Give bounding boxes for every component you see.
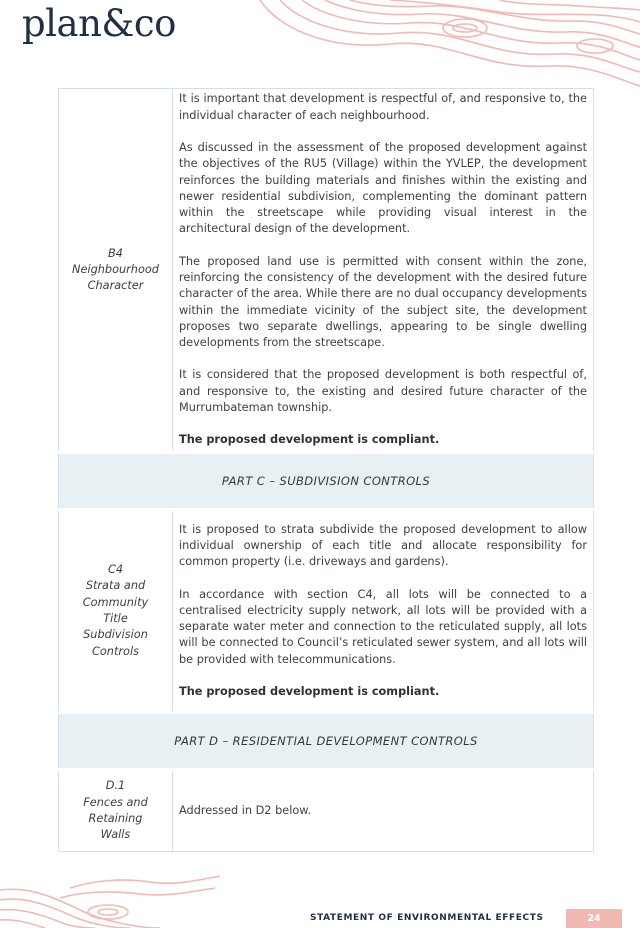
control-cell-b4 bbox=[59, 89, 173, 453]
control-title-line: Controls bbox=[92, 644, 139, 658]
table-row-c4 bbox=[59, 510, 594, 713]
control-title-line: Fences and bbox=[83, 795, 148, 809]
control-title-line: Retaining bbox=[88, 812, 143, 825]
table-row-d1 bbox=[59, 770, 594, 852]
company-logo: plan&co bbox=[22, 2, 176, 45]
assessment-paragraph: As discussed in the assessment of the proposed development against the objectives of the RU5 (Village) within the YVLEP, the development reinforces the building materials and finishes within the existing and newer residential subdivision, complementing the dominant pattern within the streetscape while providing visual interest in the architectural design of the development. bbox=[179, 140, 587, 236]
page-number: 24 bbox=[566, 909, 622, 928]
assessment-paragraph: It is important that development is respectful of, and responsive to, the individual character of each neighbourhood. bbox=[179, 92, 587, 122]
controls-compliance-table bbox=[58, 88, 594, 852]
assessment-paragraph: In accordance with section C4, all lots will be connected to a centralised electricity supply network, all lots will be provided with a separate water meter and connection to the reticulated supply, all lots will be connected to Council’s reticulated sewer system, and all lots will be provided with telecommunications. bbox=[179, 587, 587, 666]
compliance-statement: The proposed development is compliant. bbox=[179, 685, 440, 699]
topographic-decoration bbox=[250, 0, 640, 88]
assessment-paragraph: The proposed land use is permitted with consent within the zone, reinforcing the consistency of the development with the desired future character of the area. While there are no dual occupancy developments within the immediate vicinity of the subject site, the development proposes two separate dwellings, appearing to be single dwelling developments from the streetscape. bbox=[179, 254, 587, 350]
control-cell-c4 bbox=[59, 510, 173, 713]
assessment-cell-d1 bbox=[173, 770, 594, 852]
part-heading: PART D – RESIDENTIAL DEVELOPMENT CONTROLS bbox=[59, 713, 594, 770]
assessment-paragraph: It is considered that the proposed development is both respectful of, and responsive to, the existing and desired future character of the Murrumbateman township. bbox=[179, 368, 587, 415]
control-title-line: Walls bbox=[100, 828, 131, 842]
topographic-decoration-bottom bbox=[0, 868, 220, 928]
assessment-cell-c4 bbox=[173, 510, 594, 713]
assessment-paragraph: Addressed in D2 below. bbox=[179, 803, 312, 817]
control-title-line: Title bbox=[103, 612, 128, 625]
table-row-b4 bbox=[59, 89, 594, 453]
control-code: D.1 bbox=[105, 779, 126, 793]
control-title-line: Subdivision bbox=[83, 628, 148, 642]
control-title-line: Community bbox=[82, 595, 149, 609]
control-cell-d1 bbox=[59, 770, 173, 852]
compliance-statement: The proposed development is compliant. bbox=[179, 433, 440, 447]
control-title-line: Character bbox=[87, 279, 144, 293]
part-heading-row-c bbox=[59, 453, 594, 510]
control-title-line: Strata and bbox=[85, 579, 146, 593]
control-code: B4 bbox=[108, 246, 123, 260]
control-title-line: Neighbourhood bbox=[72, 262, 159, 276]
part-heading: PART C – SUBDIVISION CONTROLS bbox=[59, 453, 594, 510]
control-code: C4 bbox=[107, 563, 124, 577]
part-heading-row-d bbox=[59, 713, 594, 770]
footer-document-title: STATEMENT OF ENVIRONMENTAL EFFECTS bbox=[310, 913, 544, 923]
assessment-paragraph: It is proposed to strata subdivide the proposed development to allow individual ownership of each title and allocate responsibility for common property (i.e. driveways and gardens). bbox=[179, 522, 587, 569]
assessment-cell-b4 bbox=[173, 89, 594, 453]
